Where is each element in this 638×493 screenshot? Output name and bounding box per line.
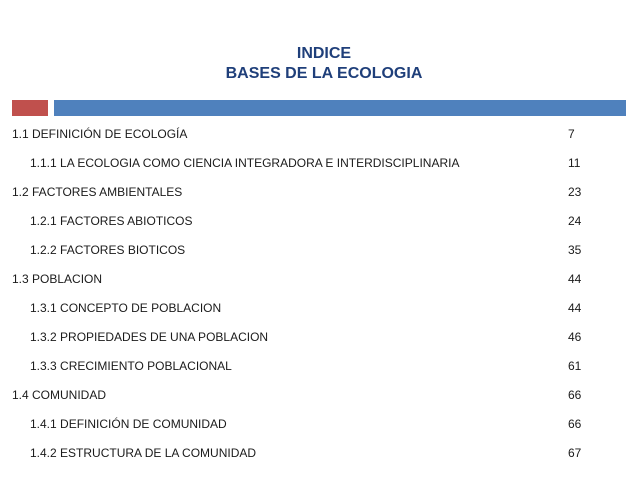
toc-entry-page: 66 (568, 417, 582, 431)
toc-entry-label: 1.3 POBLACION (12, 272, 103, 286)
toc-entry-label: 1.2.2 FACTORES BIOTICOS (30, 243, 186, 257)
toc-entry (0, 300, 638, 320)
toc-entry-label: 1.4.2 ESTRUCTURA DE LA COMUNIDAD (30, 446, 257, 460)
toc-entry-page: 44 (568, 301, 582, 315)
toc-entry-label: 1.2.1 FACTORES ABIOTICOS (30, 214, 193, 228)
toc-entry-page: 7 (568, 127, 575, 141)
page-title: INDICE (296, 45, 352, 62)
toc-entry-page: 66 (568, 388, 582, 402)
toc-entry-page: 44 (568, 272, 582, 286)
toc-entry (0, 242, 638, 262)
toc-entry-label: 1.3.3 CRECIMIENTO POBLACIONAL (30, 359, 232, 373)
toc-entry-label: 1.2 FACTORES AMBIENTALES (12, 185, 183, 199)
toc-entry-page: 11 (568, 156, 581, 170)
toc-entry-page: 61 (568, 359, 582, 373)
toc-entry (0, 213, 638, 233)
toc-entry-page: 23 (568, 185, 582, 199)
toc-entry-page: 46 (568, 330, 582, 344)
toc-entry (0, 387, 638, 407)
toc-entry (0, 155, 638, 175)
toc-entry-page: 67 (568, 446, 582, 460)
toc-entry-label: 1.3.1 CONCEPTO DE POBLACION (30, 301, 222, 315)
toc-entry (0, 126, 638, 146)
toc-entry (0, 271, 638, 291)
toc-entry (0, 416, 638, 436)
toc-entry-label: 1.1 DEFINICIÓN DE ECOLOGÍA (12, 127, 188, 141)
toc-entry-page: 35 (568, 243, 582, 257)
page-subtitle: BASES DE LA ECOLOGIA (225, 65, 423, 82)
toc-entry (0, 184, 638, 204)
toc-entry-label: 1.3.2 PROPIEDADES DE UNA POBLACION (30, 330, 269, 344)
toc-entry-label: 1.4.1 DEFINICIÓN DE COMUNIDAD (30, 417, 227, 431)
toc-entry (0, 329, 638, 349)
toc-entry-page: 24 (568, 214, 582, 228)
toc-entry (0, 358, 638, 378)
toc-entry (0, 445, 638, 465)
toc-entry-label: 1.1.1 LA ECOLOGIA COMO CIENCIA INTEGRADORA E INTERDISCIPLINARIA (30, 156, 460, 170)
toc-entry-label: 1.4 COMUNIDAD (12, 388, 107, 402)
